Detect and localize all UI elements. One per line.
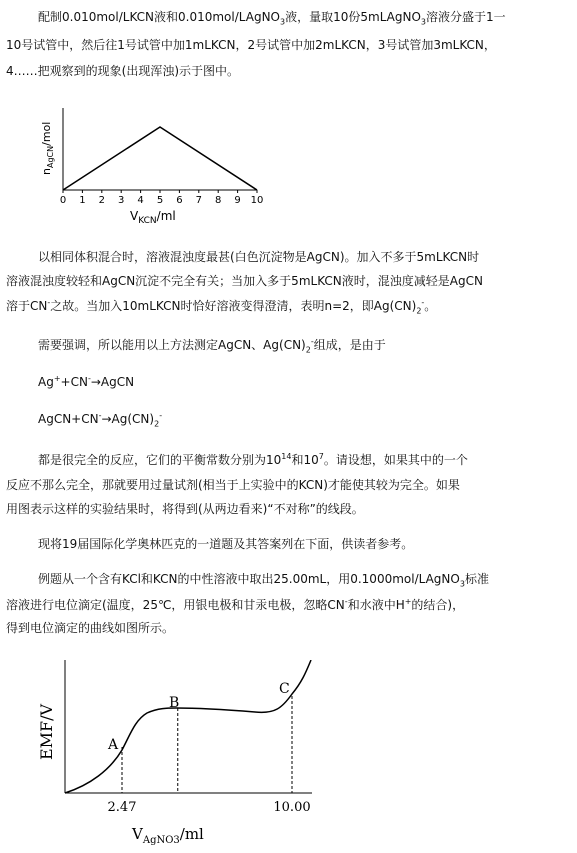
chart-1-x-tick-label-3: 3 (118, 195, 125, 206)
paragraph-4-line-1: 都是很完全的反应，它们的平衡常数分别为$10^{14}$和$10^7$。请设想，如果其中的一个 (38, 452, 468, 467)
equation-2: $AgCN+CN^-\to Ag(CN)_2^-$ (38, 411, 163, 429)
chart-1-x-label: $V_{KCN}/ml$ (130, 209, 176, 226)
chart-2-point-b-label: B (169, 695, 180, 711)
paragraph-3: 需要强调，所以能用以上方法测定AgCN、$Ag(CN)_2^-$组成，是由于 (38, 337, 386, 355)
chart-1-x-tick-label-8: 8 (215, 195, 222, 206)
paragraph-5: 现将19届国际化学奥林匹克的一道题及其答案列在下面，供读者参考。 (38, 537, 414, 551)
paragraph-1-line-2: 10号试管中，然后往1号试管中加1mLKCN，2号试管中加2mLKCN，3号试管加3mLKCN， (6, 38, 496, 52)
chart-2-point-c-label: C (279, 681, 290, 697)
paragraph-6-line-2: 溶液进行电位滴定(温度，25℃，用银电极和甘汞电极，忽略CN-和水液中H+的结合)， (6, 597, 465, 612)
paragraph-1-line-1: 配制0.010mol/LKCN液和0.010mol/LAgNO$_3$液，量取10份5mLAgNO$_3$溶液分盛于1一 (38, 10, 506, 27)
paragraph-1-line-3: 4……把观察到的现象(出现浑浊)示于图中。 (6, 64, 239, 78)
chart-1-series-line (63, 127, 257, 190)
chart-2-x-tick-label-2: 10.00 (273, 800, 311, 815)
chart-2-point-a-label: A (108, 737, 119, 753)
chart-1-x-tick-label-5: 5 (156, 195, 164, 206)
paragraph-4-line-2: 反应不那么完全，那就要用过量试剂(相当于上实验中的KCN)才能使其较为完全。如果 (6, 478, 460, 492)
chart-1-x-tick-label-10: 10 (250, 195, 264, 206)
chart-2-x-tick-label-1: 2.47 (107, 800, 137, 815)
chart-1-y-label: $n_{AgCN}$/mol (40, 121, 55, 175)
paragraph-6-line-1: 例题从一个含有KCl和KCN的中性溶液中取出25.00mL，用0.1000mol/LAgNO$_3$标准 (38, 572, 489, 589)
chart-1-x-tick-label-4: 4 (137, 195, 144, 206)
chart-1-x-tick-label-6: 6 (176, 195, 183, 206)
paragraph-6-line-3: 得到电位滴定的曲线如图所示。 (6, 621, 175, 635)
paragraph-2-line-1: 以相同体积混合时，溶液混浊度最甚(白色沉淀物是AgCN)。加入不多于5mLKCN时 (38, 250, 480, 264)
chart-1-x-tick-label-9: 9 (234, 195, 241, 206)
chart-1-x-tick-label-1: 1 (79, 195, 86, 206)
chart-2-curve (65, 660, 311, 793)
chart-1-triangle (30, 100, 280, 230)
chart-2-y-label: EMF/V (37, 703, 56, 760)
chart-1-x-tick-label-7: 7 (195, 195, 202, 206)
paragraph-2-line-3: 溶于CN-之故。当加入10mLKCN时恰好溶液变得澄清，表明n=2，即$Ag(CN)_2^-$。 (6, 298, 437, 316)
chart-2-x-label: $V_{AgNO3}/ml$ (132, 825, 204, 846)
chart-2-titration (30, 660, 330, 850)
chart-1-x-tick-label-0: 0 (59, 195, 67, 206)
paragraph-4-line-3: 用图表示这样的实验结果时，将得到(从两边看来)“不对称”的线段。 (6, 502, 364, 516)
equation-1: Ag++CN-→AgCN (38, 374, 135, 389)
chart-1-x-tick-label-2: 2 (98, 195, 105, 206)
paragraph-2-line-2: 溶液混浊度较轻和AgCN沉淀不完全有关；当加入多于5mLKCN液时，混浊度减轻是AgCN (6, 274, 483, 288)
